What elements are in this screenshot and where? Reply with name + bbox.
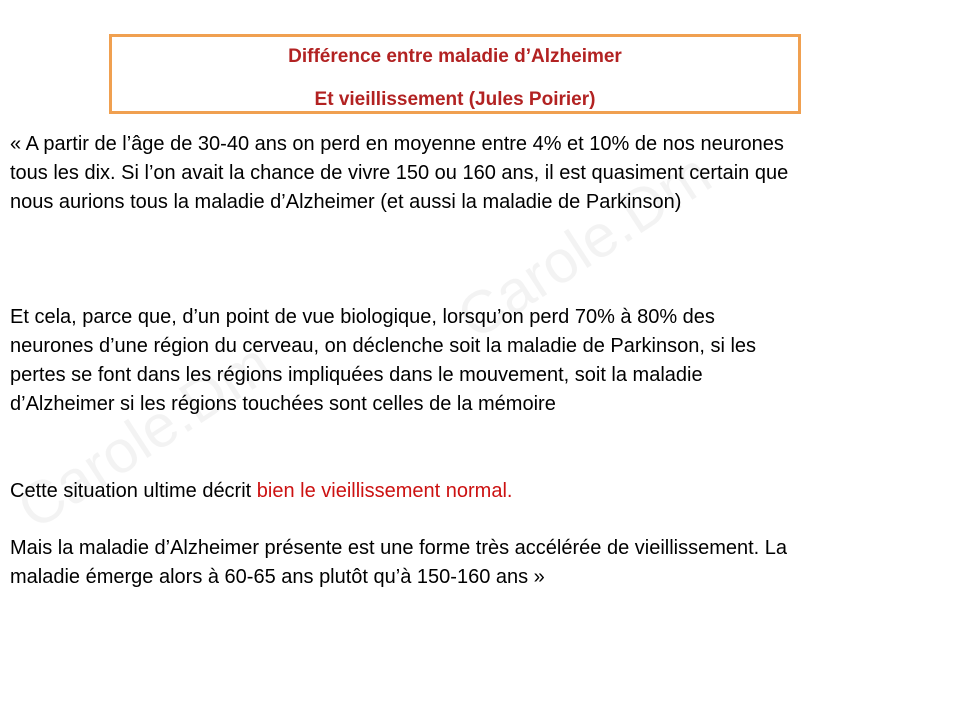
paragraph-final [10, 534, 950, 592]
title-line-1: Différence entre maladie d’Alzheimer [288, 46, 622, 67]
paragraph-final-line-1: Mais la maladie d’Alzheimer présente est une forme très accélérée de vieillissement. La [10, 537, 788, 559]
paragraph-explanation-line-1: Et cela, parce que, d’un point de vue biologique, lorsqu’on perd 70% à 80% des [10, 306, 715, 328]
paragraph-conclusion-line [10, 477, 950, 506]
paragraph-explanation-line-4: d’Alzheimer si les régions touchées sont celles de la mémoire [10, 393, 556, 415]
paragraph-final-line-2: maladie émerge alors à 60-65 ans plutôt qu’à 150-160 ans » [10, 566, 545, 588]
paragraph-intro-line-3: nous aurions tous la maladie d’Alzheimer (et aussi la maladie de Parkinson) [10, 191, 682, 213]
paragraph-intro-line-2: tous les dix. Si l’on avait la chance de vivre 150 ou 160 ans, il est quasiment certain que [10, 162, 789, 184]
paragraph-intro-line-1: « A partir de l’âge de 30-40 ans on perd en moyenne entre 4% et 10% de nos neurones [10, 133, 784, 155]
paragraph-explanation [10, 303, 950, 419]
title-box [109, 34, 801, 114]
paragraph-intro [10, 130, 950, 217]
paragraph-explanation-line-3: pertes se font dans les régions impliquées dans le mouvement, soit la maladie [10, 364, 703, 386]
paragraph-conclusion-prefix: Cette situation ultime décrit [10, 480, 257, 502]
paragraph-conclusion-highlight: bien le vieillissement normal. [256, 480, 513, 502]
paragraph-explanation-line-2: neurones d’une région du cerveau, on déclenche soit la maladie de Parkinson, si les [10, 335, 757, 357]
paragraph-conclusion [10, 477, 950, 506]
title-line-2: Et vieillissement (Jules Poirier) [314, 89, 596, 110]
